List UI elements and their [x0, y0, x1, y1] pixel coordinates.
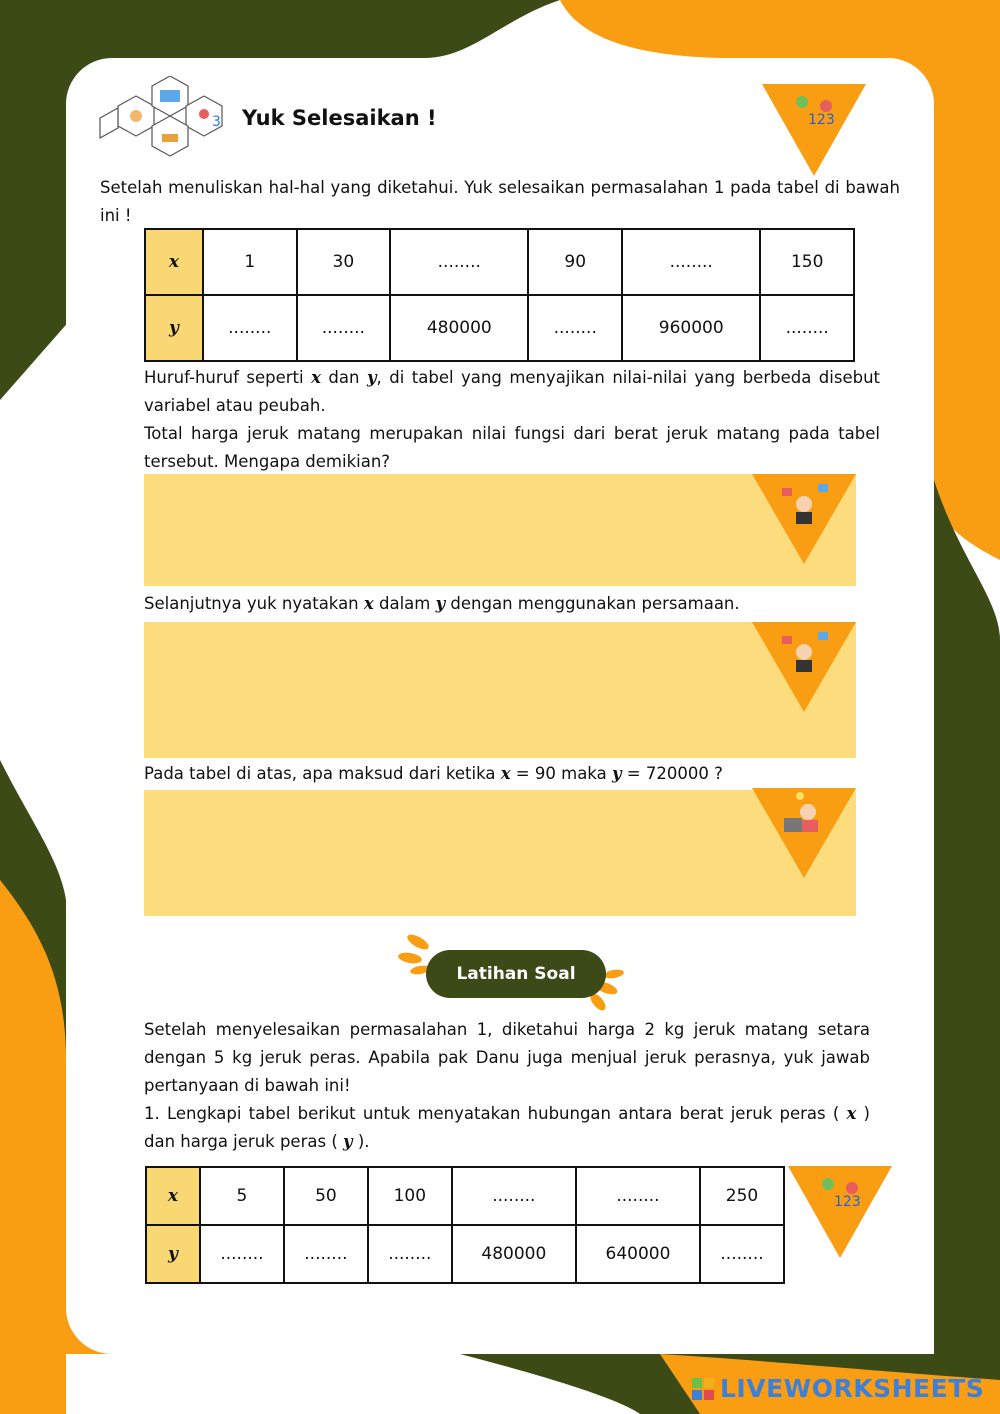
exercise-intro: Setelah menyelesaikan permasalahan 1, diketahui harga 2 kg jeruk matang setara dengan 5 kg jeruk peras. Apabila pak Danu juga menjual jeruk perasnya, yuk jawab pertanyaan di bawah ini! — [144, 1020, 870, 1095]
answer-box-1[interactable] — [144, 474, 856, 586]
question-2-text-1: Selanjutnya yuk nyatakan — [144, 594, 364, 613]
exercise-item-text-3: ). — [352, 1132, 370, 1151]
table-2-x-cell-5[interactable]: ........ — [576, 1167, 700, 1225]
question-3-var-x: x — [500, 764, 511, 783]
thinking-person-triangle-icon — [752, 474, 856, 564]
question-3-var-y: y — [611, 764, 622, 783]
laptop-person-triangle-icon — [752, 788, 856, 878]
question-2-text-2: dalam — [373, 594, 436, 613]
table-1-y-cell-4[interactable]: ........ — [528, 295, 622, 361]
table-1-y-cell-3: 480000 — [390, 295, 528, 361]
hexagon-illustration-icon — [96, 76, 242, 166]
liveworksheets-logo-icon — [692, 1378, 716, 1400]
table-1 — [144, 228, 855, 362]
table-1-y-cell-5: 960000 — [622, 295, 760, 361]
table-1-y-cell-2[interactable]: ........ — [297, 295, 391, 361]
table-2-y-header: y — [146, 1225, 200, 1283]
table-2-x-cell-3: 100 — [368, 1167, 452, 1225]
table-2-y-cell-6[interactable]: ........ — [700, 1225, 784, 1283]
question-2-text-3: dengan menggunakan persamaan. — [445, 594, 740, 613]
table-1-x-cell-4: 90 — [528, 229, 622, 295]
answer-box-2[interactable] — [144, 622, 856, 758]
math-triangle-badge-icon — [788, 1166, 892, 1258]
exercise-item-1 — [144, 1100, 870, 1156]
svg-text:123: 123 — [808, 112, 835, 128]
section-title: Yuk Selesaikan ! — [242, 106, 437, 130]
variable-y-label: y — [366, 368, 377, 387]
table-1-y-cell-6[interactable]: ........ — [760, 295, 854, 361]
exercise-item-number: 1. — [144, 1104, 160, 1123]
question-3-text-1: Pada tabel di atas, apa maksud dari ketika — [144, 764, 501, 783]
table-2-row-x — [146, 1167, 784, 1225]
table-2-y-cell-4: 480000 — [452, 1225, 576, 1283]
table-2-y-cell-5: 640000 — [576, 1225, 700, 1283]
variables-text-3: , di tabel yang menyajikan nilai-nilai yang berbeda disebut variabel atau peubah. — [144, 368, 880, 415]
thinking-person-triangle-icon — [752, 622, 856, 712]
question-2-var-y: y — [435, 594, 446, 613]
table-1-row-x — [145, 229, 854, 295]
table-2-x-cell-1: 5 — [200, 1167, 284, 1225]
exercise-item-var-y: y — [343, 1132, 353, 1151]
table-2-x-cell-6: 250 — [700, 1167, 784, 1225]
table-1-x-header: x — [145, 229, 203, 295]
table-2-y-cell-3[interactable]: ........ — [368, 1225, 452, 1283]
exercise-item-var-x: x — [846, 1104, 857, 1123]
svg-text:123: 123 — [834, 1194, 861, 1210]
question-3-text — [144, 760, 880, 788]
svg-text:3: 3 — [212, 114, 221, 130]
variables-text-2: dan — [320, 368, 367, 387]
variables-paragraph — [144, 364, 880, 420]
question-3-text-3: = 720000 ? — [621, 764, 723, 783]
variables-text-1: Huruf-huruf seperti — [144, 368, 312, 387]
table-2-row-y — [146, 1225, 784, 1283]
question-3-text-2: = 90 maka — [510, 764, 612, 783]
table-2 — [145, 1166, 785, 1284]
watermark-text: LIVEWORKSHEETS — [720, 1374, 985, 1403]
exercise-item-text-2: ) dan harga jeruk peras ( — [144, 1104, 870, 1151]
math-triangle-badge-icon — [762, 84, 866, 176]
question-2-text — [144, 590, 880, 618]
table-1-x-cell-1: 1 — [203, 229, 297, 295]
table-1-x-cell-5[interactable]: ........ — [622, 229, 760, 295]
table-1-x-cell-2: 30 — [297, 229, 391, 295]
exercise-item-text-1: Lengkapi tabel berikut untuk menyatakan hubungan antara berat jeruk peras ( — [166, 1104, 847, 1123]
table-1-x-cell-3[interactable]: ........ — [390, 229, 528, 295]
question-1-text: Total harga jeruk matang merupakan nilai fungsi dari berat jeruk matang pada tabel tersebut. Mengapa demikian? — [144, 424, 880, 471]
intro-paragraph: Setelah menuliskan hal-hal yang diketahui. Yuk selesaikan permasalahan 1 pada tabel di bawah ini ! — [100, 178, 900, 225]
table-2-y-cell-2[interactable]: ........ — [284, 1225, 368, 1283]
table-2-x-header: x — [146, 1167, 200, 1225]
table-2-x-cell-2: 50 — [284, 1167, 368, 1225]
table-1-y-header: y — [145, 295, 203, 361]
exercise-label: Latihan Soal — [426, 950, 606, 998]
variable-x-label: x — [311, 368, 321, 387]
table-2-y-cell-1[interactable]: ........ — [200, 1225, 284, 1283]
table-1-y-cell-1[interactable]: ........ — [203, 295, 297, 361]
question-2-var-x: x — [363, 594, 374, 613]
answer-box-3[interactable] — [144, 790, 856, 916]
table-2-x-cell-4[interactable]: ........ — [452, 1167, 576, 1225]
table-1-x-cell-6: 150 — [760, 229, 854, 295]
table-1-row-y — [145, 295, 854, 361]
